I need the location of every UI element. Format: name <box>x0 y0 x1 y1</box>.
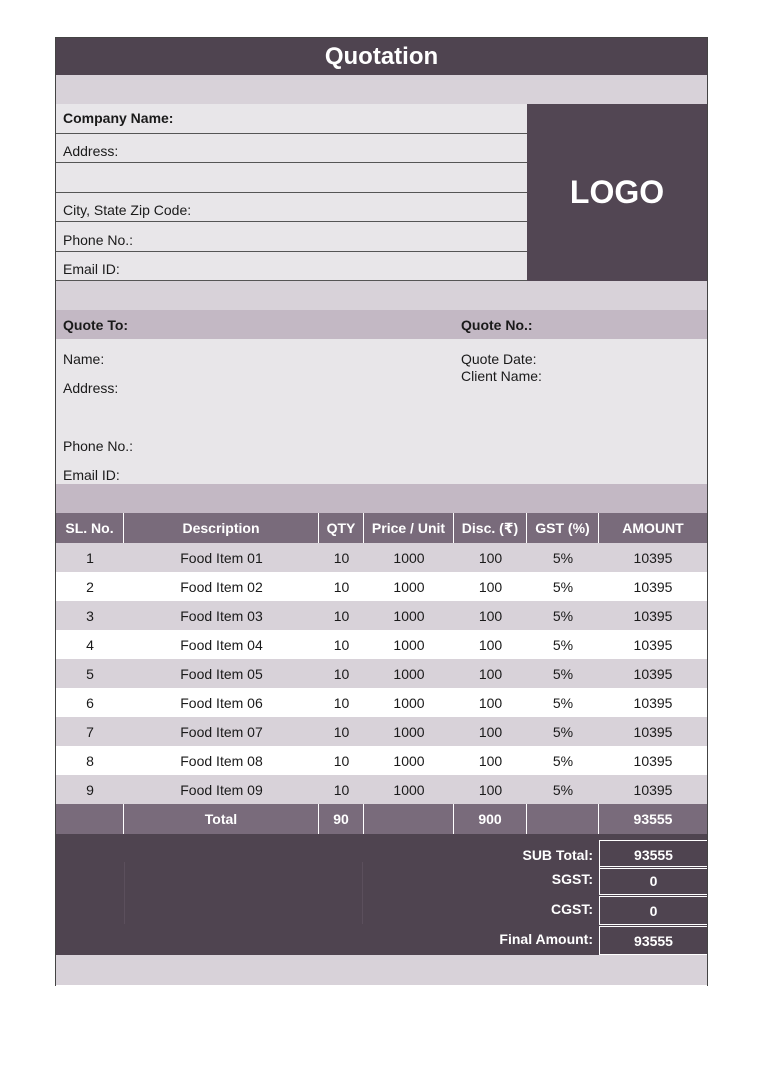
row-discount: 100 <box>478 578 503 595</box>
row-sl: 2 <box>86 578 94 595</box>
divider <box>362 862 363 924</box>
row-description: Food Item 02 <box>180 578 263 595</box>
row-qty: 10 <box>333 752 350 769</box>
footer-band <box>56 955 707 985</box>
row-sl: 8 <box>86 752 94 769</box>
total-amount: 93555 <box>633 811 673 827</box>
row-discount: 100 <box>478 636 503 653</box>
row-amount: 10395 <box>633 781 673 798</box>
logo-placeholder[interactable]: LOGO <box>527 104 707 281</box>
summary-panel <box>56 834 707 955</box>
row-price: 1000 <box>393 578 425 595</box>
row-gst: 5% <box>552 549 574 566</box>
sgst-value: 0 <box>599 866 707 895</box>
row-amount: 10395 <box>633 665 673 682</box>
row-qty: 10 <box>333 578 350 595</box>
row-discount: 100 <box>478 781 503 798</box>
company-address-label: Address: <box>63 143 119 159</box>
table-row <box>56 543 707 572</box>
row-discount: 100 <box>478 607 503 624</box>
row-price: 1000 <box>393 636 425 653</box>
row-amount: 10395 <box>633 752 673 769</box>
row-discount: 100 <box>478 752 503 769</box>
row-gst: 5% <box>552 665 574 682</box>
quote-details <box>56 339 707 484</box>
row-price: 1000 <box>393 549 425 566</box>
quote-no-label: Quote No.: <box>461 317 533 333</box>
col-header-amount: AMOUNT <box>622 520 684 536</box>
client-name-label: Name: <box>63 351 105 367</box>
client-phone-label: Phone No.: <box>63 438 134 454</box>
table-row <box>56 775 707 804</box>
row-price: 1000 <box>393 723 425 740</box>
row-sl: 7 <box>86 723 94 740</box>
cgst-label: CGST: <box>551 901 593 917</box>
quote-to-heading: Quote To: <box>63 317 129 333</box>
row-qty: 10 <box>333 694 350 711</box>
total-cell-empty <box>527 804 599 834</box>
row-qty: 10 <box>333 781 350 798</box>
spacer-band <box>56 484 707 513</box>
spacer-band <box>56 281 707 310</box>
company-city-field[interactable] <box>56 193 527 223</box>
company-email-label: Email ID: <box>63 261 120 277</box>
col-header-price: Price / Unit <box>364 513 454 543</box>
company-name-field[interactable] <box>56 104 527 134</box>
row-price: 1000 <box>393 752 425 769</box>
total-cell-empty <box>56 804 124 834</box>
page-title: Quotation <box>56 38 707 75</box>
table-row <box>56 659 707 688</box>
row-qty: 10 <box>333 636 350 653</box>
table-row <box>56 601 707 630</box>
client-email-label: Email ID: <box>63 467 120 483</box>
subtotal-label: SUB Total: <box>522 847 593 863</box>
row-amount: 10395 <box>633 694 673 711</box>
total-cell-empty <box>364 804 454 834</box>
row-discount: 100 <box>478 694 503 711</box>
company-phone-label: Phone No.: <box>63 231 134 248</box>
cgst-value: 0 <box>599 896 707 925</box>
row-description: Food Item 01 <box>180 549 263 566</box>
table-row <box>56 688 707 717</box>
quote-client-name-label: Client Name: <box>461 368 542 384</box>
row-sl: 4 <box>86 636 94 653</box>
row-gst: 5% <box>552 752 574 769</box>
row-gst: 5% <box>552 781 574 798</box>
row-amount: 10395 <box>633 578 673 595</box>
final-amount-label: Final Amount: <box>499 931 593 947</box>
company-address-field[interactable] <box>56 134 527 164</box>
row-sl: 3 <box>86 607 94 624</box>
total-row <box>56 804 707 834</box>
row-description: Food Item 09 <box>180 781 263 798</box>
table-header <box>56 513 707 543</box>
row-amount: 10395 <box>633 636 673 653</box>
sgst-label: SGST: <box>551 871 593 887</box>
col-header-qty: QTY <box>319 513 364 543</box>
row-gst: 5% <box>552 723 574 740</box>
company-address-line2-field[interactable] <box>56 163 527 193</box>
spacer-band <box>56 75 707 104</box>
total-qty: 90 <box>319 804 364 834</box>
row-discount: 100 <box>478 549 503 566</box>
row-gst: 5% <box>552 578 574 595</box>
col-header-sl: SL. No. <box>56 513 124 543</box>
row-qty: 10 <box>333 665 350 682</box>
company-phone-field[interactable] <box>56 222 527 252</box>
row-gst: 5% <box>552 607 574 624</box>
company-city-label: City, State Zip Code: <box>63 202 192 218</box>
row-discount: 100 <box>478 665 503 682</box>
row-gst: 5% <box>552 636 574 653</box>
row-description: Food Item 08 <box>180 752 263 769</box>
row-sl: 6 <box>86 694 94 711</box>
client-address-label: Address: <box>63 380 119 396</box>
row-price: 1000 <box>393 694 425 711</box>
row-amount: 10395 <box>633 607 673 624</box>
row-qty: 10 <box>333 723 350 740</box>
row-sl: 1 <box>86 549 94 566</box>
row-amount: 10395 <box>633 549 673 566</box>
company-name-label: Company Name: <box>63 110 174 127</box>
quotation-sheet <box>55 37 708 986</box>
table-row <box>56 572 707 601</box>
row-price: 1000 <box>393 607 425 624</box>
row-description: Food Item 04 <box>180 636 263 653</box>
table-row <box>56 630 707 659</box>
divider <box>124 862 125 924</box>
col-header-gst: GST (%) <box>527 513 599 543</box>
total-discount: 900 <box>454 804 527 834</box>
row-description: Food Item 05 <box>180 665 263 682</box>
row-price: 1000 <box>393 665 425 682</box>
table-row <box>56 746 707 775</box>
company-email-field[interactable] <box>56 252 527 282</box>
row-qty: 10 <box>333 549 350 566</box>
final-amount-value: 93555 <box>599 926 707 955</box>
row-qty: 10 <box>333 607 350 624</box>
table-row <box>56 717 707 746</box>
quote-date-label: Quote Date: <box>461 351 537 367</box>
row-amount: 10395 <box>633 723 673 740</box>
row-description: Food Item 07 <box>180 723 263 740</box>
row-price: 1000 <box>393 781 425 798</box>
row-description: Food Item 06 <box>180 694 263 711</box>
row-sl: 9 <box>86 781 94 798</box>
row-gst: 5% <box>552 694 574 711</box>
row-sl: 5 <box>86 665 94 682</box>
subtotal-value: 93555 <box>599 840 707 869</box>
col-header-discount: Disc. (₹) <box>454 513 527 543</box>
row-discount: 100 <box>478 723 503 740</box>
quote-header-row <box>56 310 707 339</box>
total-label: Total <box>124 804 319 834</box>
row-description: Food Item 03 <box>180 607 263 624</box>
col-header-description: Description <box>124 513 319 543</box>
